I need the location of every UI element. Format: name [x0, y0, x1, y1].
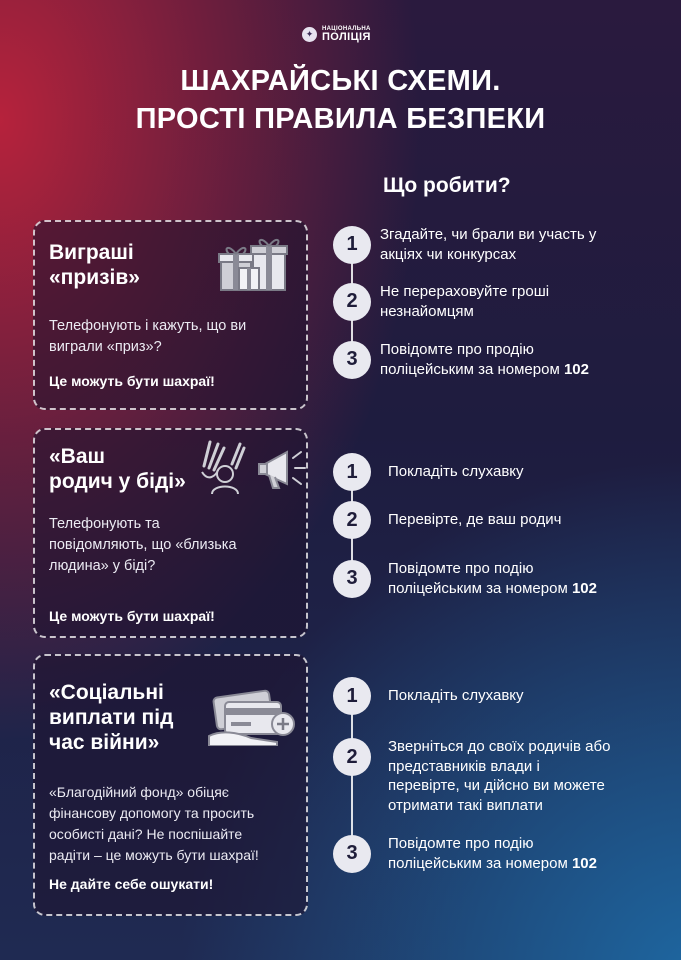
step-text: [388, 559, 597, 598]
step-number: 2: [333, 283, 371, 321]
steps-group-social-payments: [333, 676, 663, 886]
step-item: [333, 282, 549, 321]
card-description: [49, 316, 246, 358]
card-title-line: «Ваш: [49, 445, 106, 468]
card-description-line: особисті дані? Не поспішайте: [49, 826, 243, 842]
step-text-line: Згадайте, чи брали ви участь у: [380, 226, 597, 243]
step-text: [388, 834, 597, 873]
card-description-line: фінансову допомогу та просить: [49, 805, 255, 821]
logo-top-text: НАЦІОНАЛЬНА: [322, 26, 371, 32]
emergency-number: 102: [563, 360, 589, 378]
payment-cards-icon: [207, 686, 299, 751]
step-text-line: Повідомте про подію: [388, 835, 534, 852]
gift-boxes-icon: [217, 238, 289, 299]
step-text: [388, 510, 561, 530]
logo-bottom-text: ПОЛІЦІЯ: [322, 31, 371, 43]
card-description-line: Телефонують і кажуть, що ви: [49, 318, 247, 334]
step-number: 3: [333, 560, 371, 598]
step-text: [388, 737, 610, 815]
card-description-line: радіти – це можуть бути шахраї!: [49, 847, 259, 863]
step-text-line: [388, 854, 597, 874]
card-title: [49, 240, 140, 290]
step-text-line: отримати такі виплати: [388, 796, 543, 814]
step-item: [333, 677, 524, 715]
card-warning: Це можуть бути шахраї!: [49, 373, 215, 389]
step-text-line: Повідомте про продію: [380, 341, 534, 358]
police-logo: [302, 26, 371, 43]
megaphone-icon: [257, 444, 307, 499]
police-emblem-icon: ✦: [302, 27, 317, 42]
emergency-number: 102: [571, 854, 597, 872]
step-item: [333, 225, 596, 264]
card-title-line: родич у біді»: [49, 470, 186, 493]
title-line-2: ПРОСТІ ПРАВИЛА БЕЗПЕКИ: [135, 103, 546, 135]
card-social-payments: [33, 654, 308, 916]
card-description-line: Телефонують та: [49, 516, 160, 532]
card-description: [49, 782, 259, 866]
step-text-line: акціях чи конкурсах: [380, 245, 517, 263]
step-item: [333, 340, 589, 379]
step-text-line: Зверніться до своїх родичів або: [388, 738, 611, 755]
card-description-line: людина» у біді?: [49, 558, 156, 574]
step-text-line: Повідомте про подію: [388, 560, 534, 577]
step-text-line: представників влади і: [388, 757, 540, 775]
card-prizes: [33, 220, 308, 410]
card-warning: Не дайте себе ошукати!: [49, 876, 214, 892]
card-relative: [33, 428, 308, 638]
raised-hands-icon: [200, 436, 250, 501]
card-title-line: виплати під: [49, 706, 174, 729]
step-item: [333, 559, 597, 598]
card-title-line: час війни»: [49, 731, 160, 754]
step-text: [388, 686, 524, 706]
step-text-line: [388, 579, 597, 599]
step-number: 3: [333, 835, 371, 873]
card-title: [49, 680, 173, 755]
step-text-fragment: поліцейським за номером: [380, 360, 560, 378]
card-title-line: «Соціальні: [49, 681, 164, 704]
step-text-line: [380, 360, 589, 380]
card-description: [49, 514, 237, 577]
step-number: 1: [333, 677, 371, 715]
step-text: [380, 225, 596, 264]
steps-group-prizes: [333, 224, 653, 378]
title-line-1: ШАХРАЙСЬКІ СХЕМИ.: [180, 65, 501, 97]
step-text-line: Покладіть слухавку: [388, 687, 524, 705]
step-text-fragment: поліцейським за номером: [388, 579, 568, 597]
step-text-line: Перевірте, де ваш родич: [388, 511, 562, 529]
step-text-line: Покладіть слухавку: [388, 463, 524, 481]
card-warning: Це можуть бути шахраї!: [49, 608, 215, 624]
step-number: 2: [333, 501, 371, 539]
step-text-line: Не перераховуйте гроші: [380, 283, 550, 300]
step-number: 2: [333, 738, 371, 776]
card-description-line: повідомляють, що «близька: [49, 537, 237, 553]
card-title-line: Виграші: [49, 241, 134, 264]
step-text-line: незнайомцям: [380, 302, 474, 320]
step-text: [380, 340, 589, 379]
step-number: 1: [333, 453, 371, 491]
step-text: [388, 462, 524, 482]
step-item: [333, 738, 610, 815]
card-description-line: «Благодійний фонд» обіцяє: [49, 784, 229, 800]
what-to-do-heading: Що робити?: [383, 174, 511, 197]
step-number: 3: [333, 341, 371, 379]
step-item: [333, 834, 597, 873]
step-text-fragment: поліцейським за номером: [388, 854, 568, 872]
steps-group-relative: [333, 452, 653, 602]
step-number: 1: [333, 226, 371, 264]
page-title: [0, 62, 681, 138]
emergency-number: 102: [571, 579, 597, 597]
step-item: [333, 501, 561, 539]
card-description-line: виграли «приз»?: [49, 339, 162, 355]
step-text: [380, 282, 549, 321]
card-title-line: «призів»: [49, 266, 140, 289]
card-title: [49, 444, 186, 494]
step-item: [333, 453, 524, 491]
step-text-line: перевірте, чи дійсно ви можете: [388, 777, 605, 794]
